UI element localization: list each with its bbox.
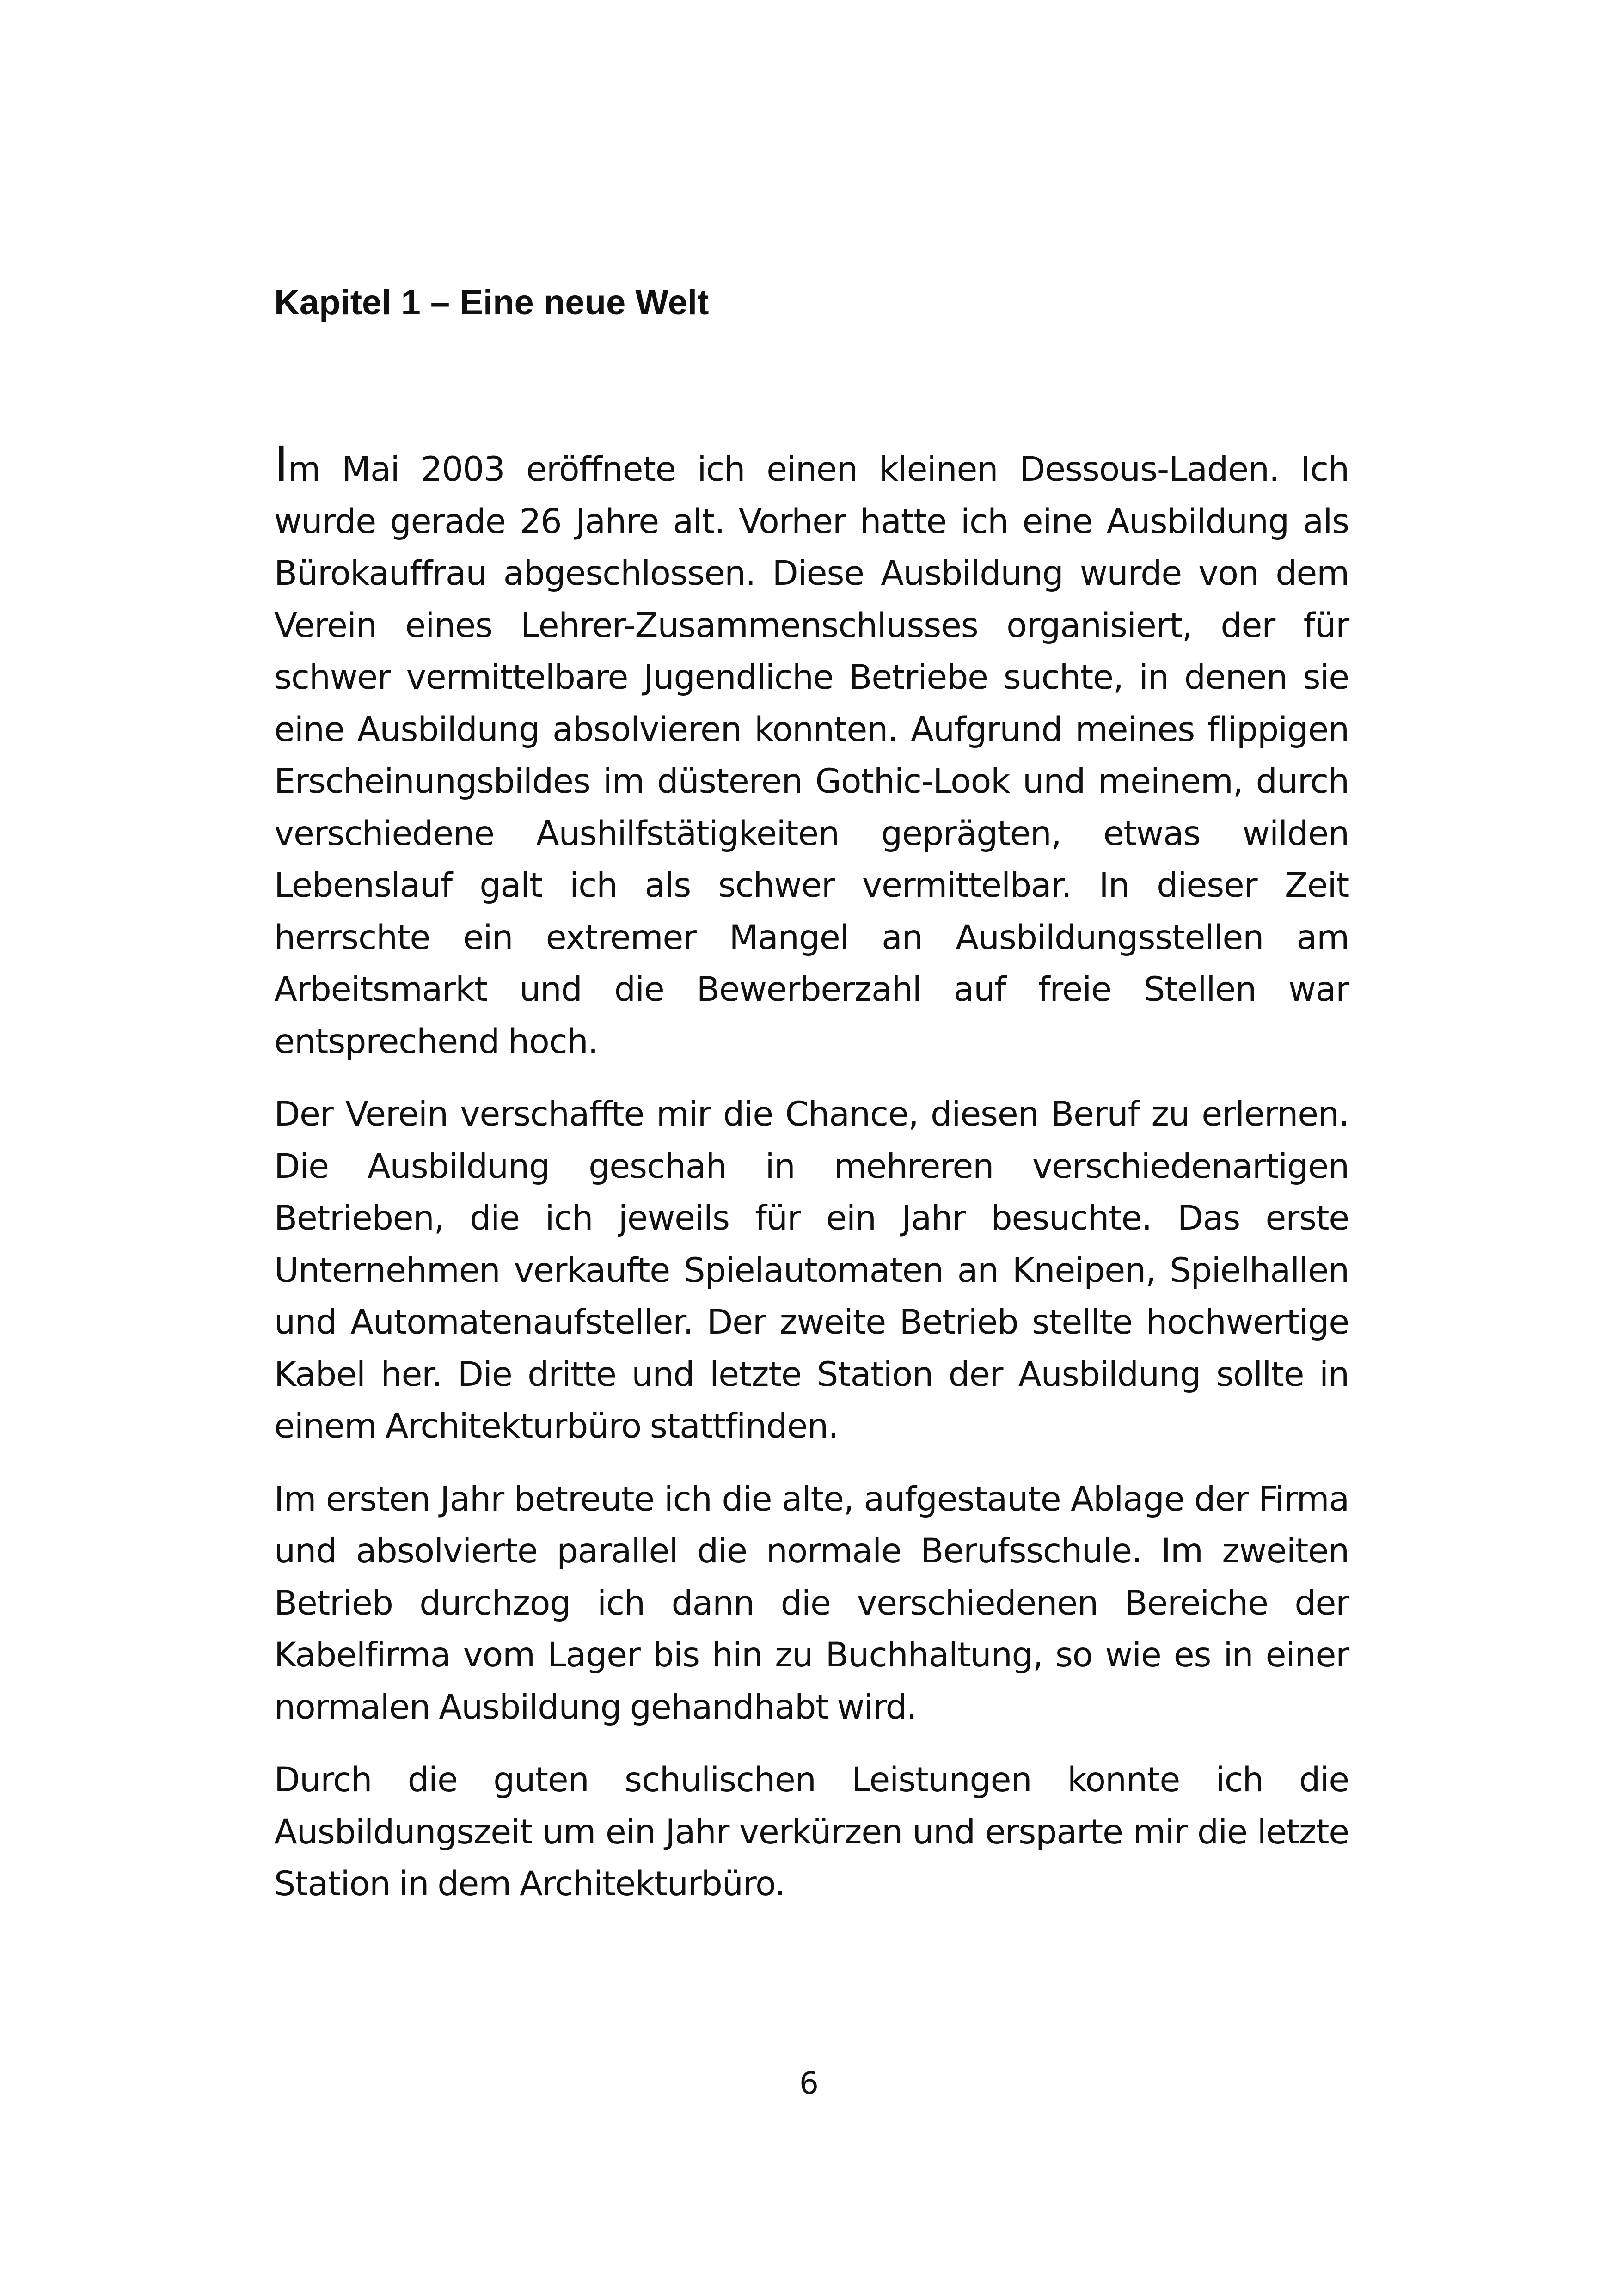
paragraph-4: Durch die guten schulischen Leistungen konnte ich die Ausbildungszeit um ein Jahr verkürzen und ersparte mir die letzte Station in dem Architekturbüro. <box>274 1760 1349 1904</box>
paragraph-3: Im ersten Jahr betreute ich die alte, aufgestaute Ablage der Firma und absolvierte parallel die normale Berufsschule. Im zweiten Betrieb durchzog ich dann die verschiedenen Bereiche der Kabelfirma vom Lager bis hin zu Buchhaltung, so wie es in einer normalen Ausbildung gehandhabt wird. <box>274 1479 1349 1727</box>
initial-letter: I <box>274 436 288 492</box>
page-number: 6 <box>799 2065 819 2101</box>
paragraph-1 <box>274 436 1349 1068</box>
chapter-body <box>274 436 1349 1931</box>
paragraph-2: Der Verein verschaffte mir die Chance, diesen Beruf zu erlernen. Die Ausbildung geschah in mehreren verschiedenartigen Betrieben, die ich jeweils für ein Jahr besuchte. Das erste Unternehmen verkaufte Spielautomaten an Kneipen, Spielhallen und Automatenaufsteller. Der zweite Betrieb stellte hochwertige Kabel her. Die dritte und letzte Station der Ausbildung sollte in einem Architekturbüro stattfinden. <box>274 1095 1349 1446</box>
paragraph-1-text: m Mai 2003 eröffnete ich einen kleinen Dessous-Laden. Ich wurde gerade 26 Jahre alt. Vorher hatte ich eine Ausbildung als Bürokauffrau abgeschlossen. Diese Ausbildung wurde von dem Verein eines Lehrer-Zusammenschlusses organisiert, der für schwer vermittelbare Jugendliche Betriebe suchte, in denen sie eine Ausbildung absolvieren konnten. Aufgrund meines flippigen Erscheinungsbildes im düsteren Gothic-Look und meinem, durch verschiedene Aushilfstätigkeiten geprägten, etwas wilden Lebenslauf galt ich als schwer vermittelbar. In dieser Zeit herrschte ein extremer Mangel an Ausbildungsstellen am Arbeitsmarkt und die Bewerberzahl auf freie Stellen war entsprechend hoch. <box>274 450 1349 1061</box>
chapter-title: Kapitel 1 – Eine neue Welt <box>274 283 709 322</box>
